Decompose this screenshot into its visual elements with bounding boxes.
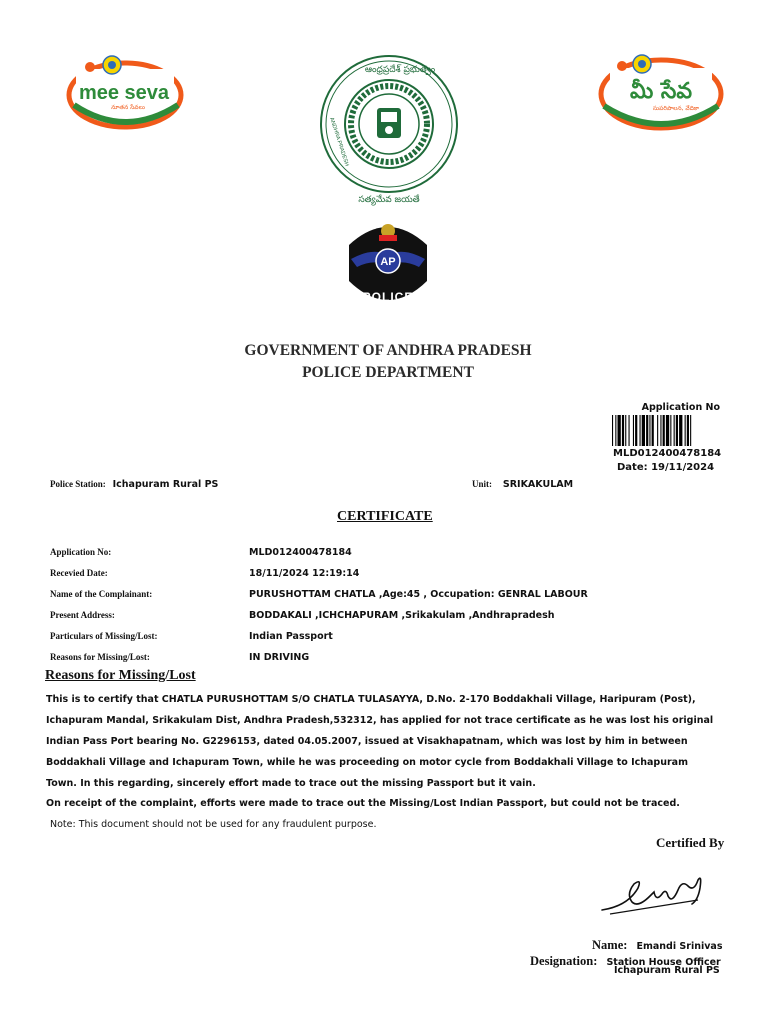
- officer-name: Emandi Srinivas: [636, 941, 723, 952]
- svg-text:POLICE: POLICE: [362, 290, 414, 304]
- barcode-bar: [676, 415, 678, 446]
- field-label: Application No:: [50, 547, 112, 557]
- field-label: Name of the Complainant:: [50, 589, 153, 599]
- svg-text:మీ సేవ: మీ సేవ: [629, 79, 693, 104]
- field-value: IN DRIVING: [249, 652, 310, 663]
- barcode-bar: [663, 415, 665, 446]
- barcode-bar: [690, 415, 691, 446]
- paragraph-line: Town. In this regarding, sincerely effort made to trace out the missing Passport but it vain.: [46, 778, 536, 789]
- name-label: Name:: [592, 938, 628, 952]
- paragraph-line: Boddakhali Village and Ichapuram Town, while he was proceeding on motor cycle from Boddakhali Village to Ichapuram: [46, 757, 688, 768]
- barcode-bar: [612, 415, 613, 446]
- reasons-heading: Reasons for Missing/Lost: [45, 668, 196, 683]
- meeseva-logo-right: [598, 52, 724, 132]
- svg-text:mee seva: mee seva: [78, 82, 170, 104]
- field-value: 18/11/2024 12:19:14: [249, 568, 360, 579]
- field-label: Particulars of Missing/Lost:: [50, 631, 158, 641]
- officer-designation: Station House Officer: [606, 957, 721, 968]
- field-label: Recevied Date:: [50, 568, 108, 578]
- barcode-bar: [635, 415, 637, 446]
- barcode-bar: [674, 415, 675, 446]
- police-station-value: Ichapuram Rural PS: [112, 479, 219, 490]
- svg-text:సుపరిపాలన, వేదికా: సుపరిపాలన, వేదికా: [652, 105, 700, 112]
- barcode-bar: [666, 415, 669, 446]
- barcode-bar: [660, 415, 661, 446]
- designation-label: Designation:: [530, 954, 598, 968]
- government-heading: GOVERNMENT OF ANDHRA PRADESH: [244, 342, 532, 359]
- svg-text:ANDHRA PRADESH: ANDHRA PRADESH: [328, 116, 350, 168]
- department-heading: POLICE DEPARTMENT: [302, 364, 474, 381]
- barcode-bar: [615, 415, 616, 446]
- barcode-bar: [618, 415, 621, 446]
- barcode-bar: [649, 415, 650, 446]
- paragraph-line: This is to certify that CHATLA PURUSHOTTAM S/O CHATLA TULASAYYA, D.No. 2-170 Boddakhali Village, Haripuram (Post),: [46, 694, 696, 705]
- paragraph-line: Indian Pass Port bearing No. G2296153, dated 04.05.2007, issued at Visakhapatnam, which was lost by him in between: [46, 736, 688, 747]
- disclaimer-note: Note: This document should not be used for any fraudulent purpose.: [50, 819, 377, 830]
- officer-station: Ichapuram Rural PS: [614, 965, 720, 976]
- barcode-bar: [687, 415, 689, 446]
- barcode-bar: [622, 415, 624, 446]
- svg-text:ఆంధ్రప్రదేశ్ ప్రభుత్వం: ఆంధ్రప్రదేశ్ ప్రభుత్వం: [364, 65, 436, 75]
- meeseva-logo-left: [66, 55, 184, 131]
- application-no-value: MLD012400478184: [613, 448, 722, 459]
- barcode-bar: [642, 415, 645, 446]
- barcode-bar: [652, 415, 654, 446]
- police-station-label: Police Station:: [50, 479, 106, 489]
- certified-by-label: Certified By: [656, 835, 725, 850]
- police-station-row: [50, 479, 218, 490]
- certificate-title: CERTIFICATE: [337, 509, 433, 524]
- barcode-bar: [633, 415, 634, 446]
- unit-label: Unit:: [472, 479, 492, 489]
- svg-text:నూతన సేవలు: నూతన సేవలు: [111, 104, 145, 111]
- issue-date: Date: 19/11/2024: [617, 462, 715, 473]
- field-label: Present Address:: [50, 610, 115, 620]
- barcode-bar: [679, 415, 682, 446]
- svg-text:సత్యమేవ జయతే: సత్యమేవ జయతే: [358, 195, 420, 205]
- barcode-bar: [629, 415, 630, 446]
- application-no-label: Application No: [641, 402, 720, 413]
- field-value: Indian Passport: [249, 631, 333, 642]
- unit-row: [472, 479, 573, 490]
- barcode-bar: [646, 415, 648, 446]
- ap-police-logo: [343, 215, 433, 315]
- field-value: MLD012400478184: [249, 547, 352, 558]
- barcode-bar: [625, 415, 626, 446]
- ap-state-emblem: [316, 54, 462, 206]
- barcode-bar: [640, 415, 641, 446]
- field-value: BODDAKALI ,ICHCHAPURAM ,Srikakulam ,Andhrapradesh: [249, 610, 555, 621]
- barcode-bar: [657, 415, 658, 446]
- barcode-bar: [685, 415, 686, 446]
- barcode-bar: [670, 415, 671, 446]
- unit-value: SRIKAKULAM: [502, 479, 574, 490]
- officer-signature: [598, 870, 708, 918]
- paragraph-line: Ichapuram Mandal, Srikakulam Dist, Andhra Pradesh,532312, has applied for not trace certificate as he was lost his original: [46, 715, 714, 726]
- application-barcode: [612, 415, 720, 446]
- svg-text:AP: AP: [380, 256, 396, 268]
- field-label: Reasons for Missing/Lost:: [50, 652, 150, 662]
- field-value: PURUSHOTTAM CHATLA ,Age:45 , Occupation: GENRAL LABOUR: [249, 589, 588, 600]
- paragraph-line: On receipt of the complaint, efforts were made to trace out the Missing/Lost Indian Passport, but could not be traced.: [46, 798, 680, 809]
